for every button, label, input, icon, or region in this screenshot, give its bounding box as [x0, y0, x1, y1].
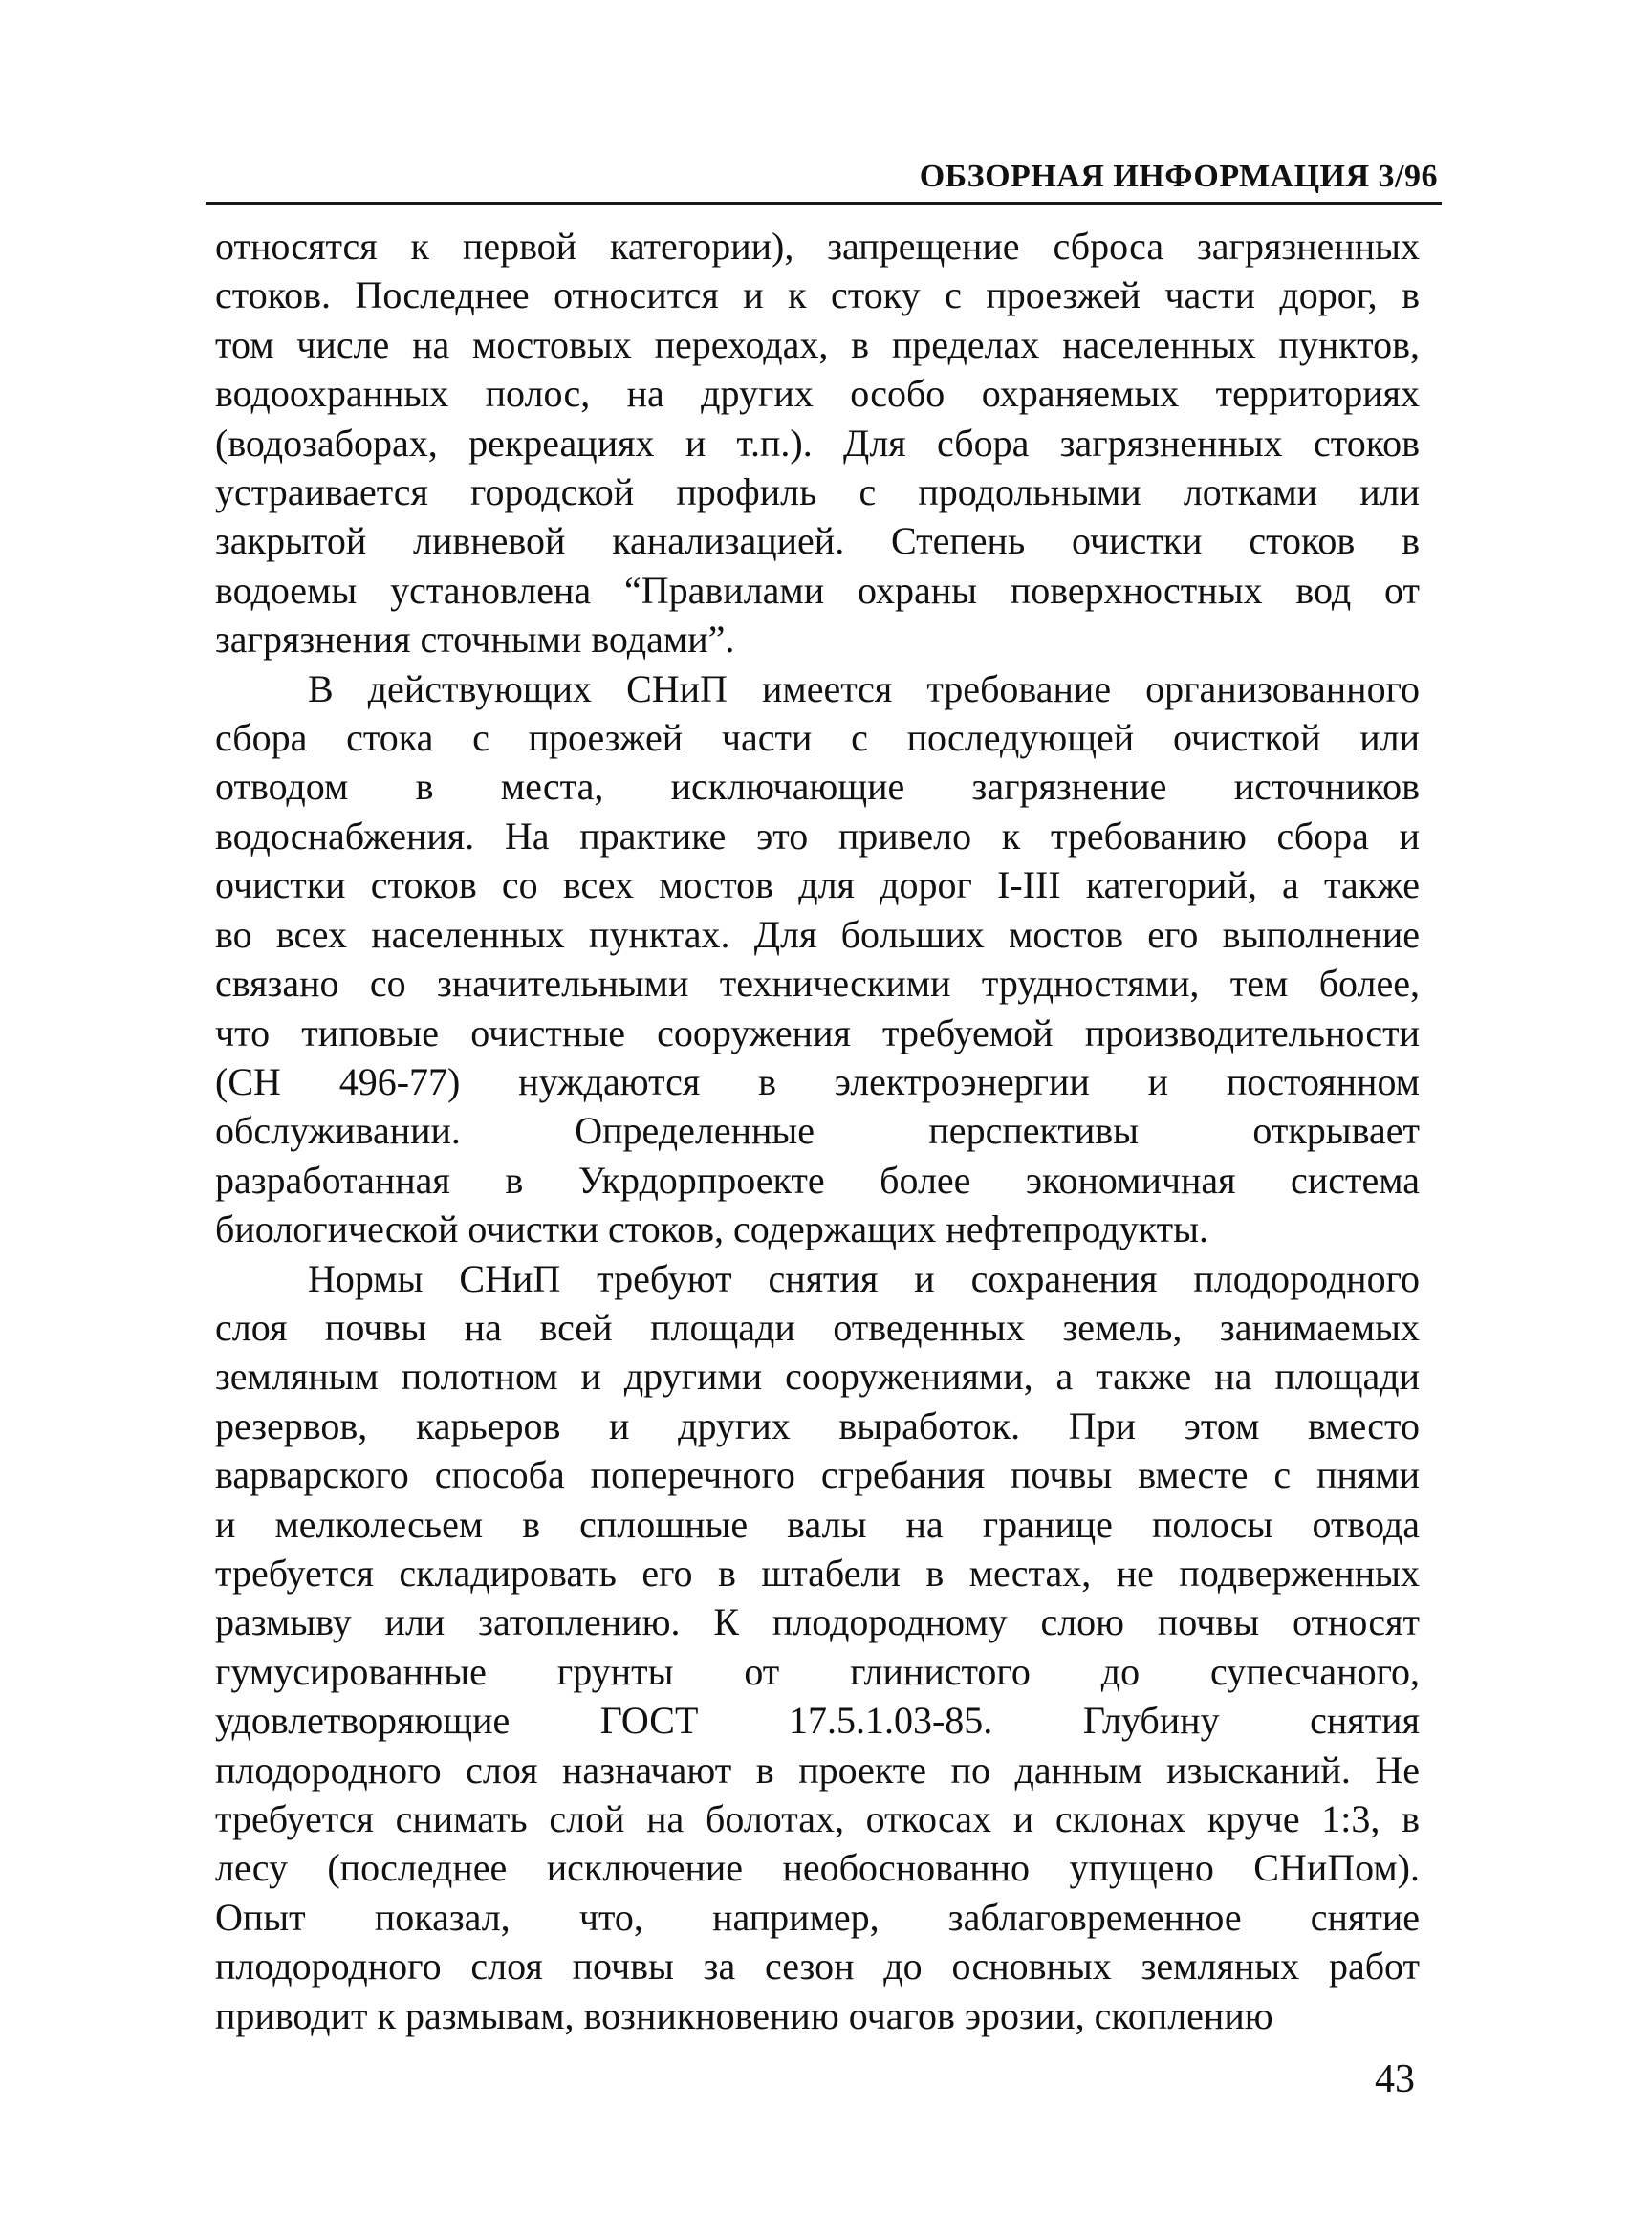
paragraph [215, 1254, 1420, 2041]
text-line: слоя почвы на всей площади отведенных земель, занимаемых [215, 1305, 1420, 1349]
text-line: водоемы установлена “Правилами охраны поверхностных вод от [215, 568, 1420, 612]
text-line: В действующих СНиП имеется требование организованного [308, 666, 1420, 710]
paragraph [215, 664, 1420, 1254]
text-line: гумусированные грунты от глинистого до супесчаного, [215, 1649, 1420, 1693]
text-line: обслуживании. Определенные перспективы открывает [215, 1109, 1420, 1153]
text-line: том числе на мостовых переходах, в пределах населенных пунктов, [215, 322, 1420, 366]
text-line: и мелколесьем в сплошные валы на границе полосы отвода [215, 1502, 1420, 1546]
text-line: Опыт показал, что, например, заблаговременное снятие [215, 1895, 1420, 1939]
text-line: требуется складировать его в штабели в местах, не подверженных [215, 1551, 1420, 1595]
text-line: плодородного слоя почвы за сезон до основных земляных работ [215, 1945, 1420, 1989]
text-line: резервов, карьеров и других выработок. При этом вместо [215, 1403, 1420, 1447]
text-line: земляным полотном и другими сооружениями, а также на площади [215, 1355, 1420, 1399]
text-line: водоохранных полос, на других особо охраняемых территориях [215, 372, 1420, 416]
text-line: удовлетворяющие ГОСТ 17.5.1.03-85. Глубину снятия [215, 1699, 1420, 1743]
text-line: отводом в места, исключающие загрязнение источников [215, 765, 1420, 809]
text-line: (СН 496-77) нуждаются в электроэнергии и постоянном [215, 1059, 1420, 1103]
text-line: (водозаборах, рекреациях и т.п.). Для сбора загрязненных стоков [215, 421, 1420, 465]
text-line: варварского способа поперечного сгребания почвы вместе с пнями [215, 1453, 1420, 1497]
text-line: стоков. Последнее относится и к стоку с проезжей части дорог, в [215, 273, 1420, 317]
header-title: ОБЗОРНАЯ ИНФОРМАЦИЯ 3/96 [919, 159, 1438, 194]
body-text [215, 222, 1420, 2040]
text-line: во всех населенных пунктах. Для больших мостов его выполнение [215, 912, 1420, 956]
text-line: очистки стоков со всех мостов для дорог I-III категорий, а также [215, 863, 1420, 907]
text-line: размыву или затоплению. К плодородному слою почвы относят [215, 1600, 1420, 1644]
text-line: плодородного слоя назначают в проекте по данным изысканий. Не [215, 1748, 1420, 1792]
running-header [206, 158, 1442, 205]
text-line: требуется снимать слой на болотах, откосах и склонах круче 1:3, в [215, 1797, 1420, 1840]
text-line: приводит к размывам, возникновению очагов эрозии, скоплению [215, 1993, 1273, 2037]
text-line: лесу (последнее исключение необоснованно упущено СНиПом). [215, 1846, 1420, 1890]
text-line: связано со значительными техническими трудностями, тем более, [215, 962, 1420, 1006]
text-line: разработанная в Укрдорпроекте более экономичная система [215, 1158, 1420, 1202]
page-number: 43 [1375, 2057, 1415, 2101]
text-line: что типовые очистные сооружения требуемой производительности [215, 1011, 1420, 1054]
paragraph [215, 222, 1420, 664]
text-line: закрытой ливневой канализацией. Степень очистки стоков в [215, 519, 1420, 563]
text-line: Нормы СНиП требуют снятия и сохранения плодородного [308, 1256, 1420, 1300]
text-line: сбора стока с проезжей части с последующей очисткой или [215, 716, 1420, 760]
text-line: водоснабжения. На практике это привело к требованию сбора и [215, 814, 1420, 858]
text-line: устраивается городской профиль с продольными лотками или [215, 470, 1420, 514]
text-line: загрязнения сточными водами”. [215, 618, 735, 662]
text-line: биологической очистки стоков, содержащих нефтепродукты. [215, 1207, 1208, 1251]
text-line: относятся к первой категории), запрещение сброса загрязненных [215, 225, 1420, 268]
